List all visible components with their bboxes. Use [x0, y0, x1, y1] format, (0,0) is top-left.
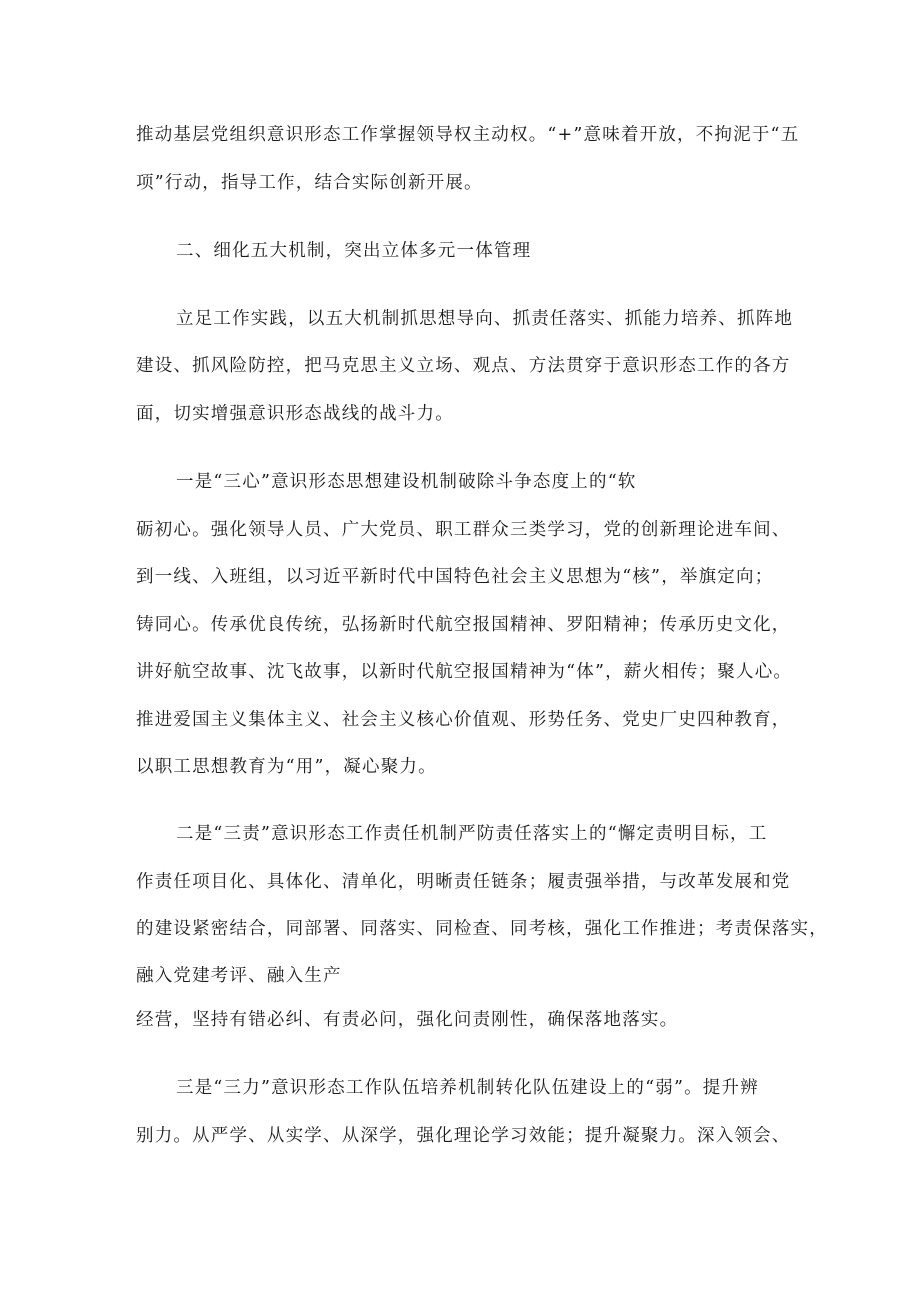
- paragraph-line: 一是“三心”意识形态思想建设机制破除斗争态度上的“软: [176, 472, 637, 492]
- paragraph-line: 立足工作实践，以五大机制抓思想导向、抓责任落实、抓能力培养、抓阵地: [176, 309, 794, 329]
- paragraph-line: 融入党建考评、融入生产: [136, 966, 342, 986]
- paragraph-line: 以职工思想教育为“用”，凝心聚力。: [136, 757, 437, 777]
- paragraph-line: 别力。从严学、从实学、从深学，强化理论学习效能；提升凝聚力。深入领会、: [136, 1126, 791, 1146]
- paragraph-line: 项”行动，指导工作，结合实际创新开展。: [136, 173, 483, 193]
- paragraph-line: 建设、抓风险防控，把马克思主义立场、观点、方法贯穿于意识形态工作的各方: [136, 356, 791, 376]
- paragraph-line: 的建设紧密结合，同部署、同落实、同检查、同考核，强化工作推进；考责保落实，: [136, 919, 828, 939]
- paragraph-line: 面，切实增强意识形态战线的战斗力。: [136, 404, 454, 424]
- paragraph-line: 铸同心。传承优良传统，弘扬新时代航空报国精神、罗阳精神；传承历史文化，: [136, 615, 791, 635]
- paragraph-line: 经营，坚持有错必纠、有责必问，强化问责刚性，确保落地落实。: [136, 1010, 679, 1030]
- paragraph-line: 讲好航空故事、沈飞故事，以新时代航空报国精神为“体”，薪火相传；聚人心。: [136, 662, 793, 682]
- paragraph-line: 到一线、入班组，以习近平新时代中国特色社会主义思想为“核”，举旗定向；: [136, 567, 774, 587]
- paragraph-line: 推进爱国主义集体主义、社会主义核心价值观、形势任务、党史厂史四种教育，: [136, 710, 791, 730]
- paragraph-line: 三是“三力”意识形态工作队伍培养机制转化队伍建设上的“弱”。提升辨: [176, 1078, 759, 1098]
- paragraph-line: 砺初心。强化领导人员、广大党员、职工群众三类学习，党的创新理论进车间、: [136, 520, 791, 540]
- paragraph-line: 作责任项目化、具体化、清单化，明晰责任链条；履责强举措，与改革发展和党: [136, 872, 791, 892]
- section-heading: 二、细化五大机制，突出立体多元一体管理: [176, 241, 532, 261]
- paragraph-line: 推动基层党组织意识形态工作掌握领导权主动权。“+”意味着开放，不拘泥于“五: [136, 125, 800, 145]
- paragraph-line: 二是“三责”意识形态工作责任机制严防责任落实上的“懈定责明目标，工: [176, 824, 768, 844]
